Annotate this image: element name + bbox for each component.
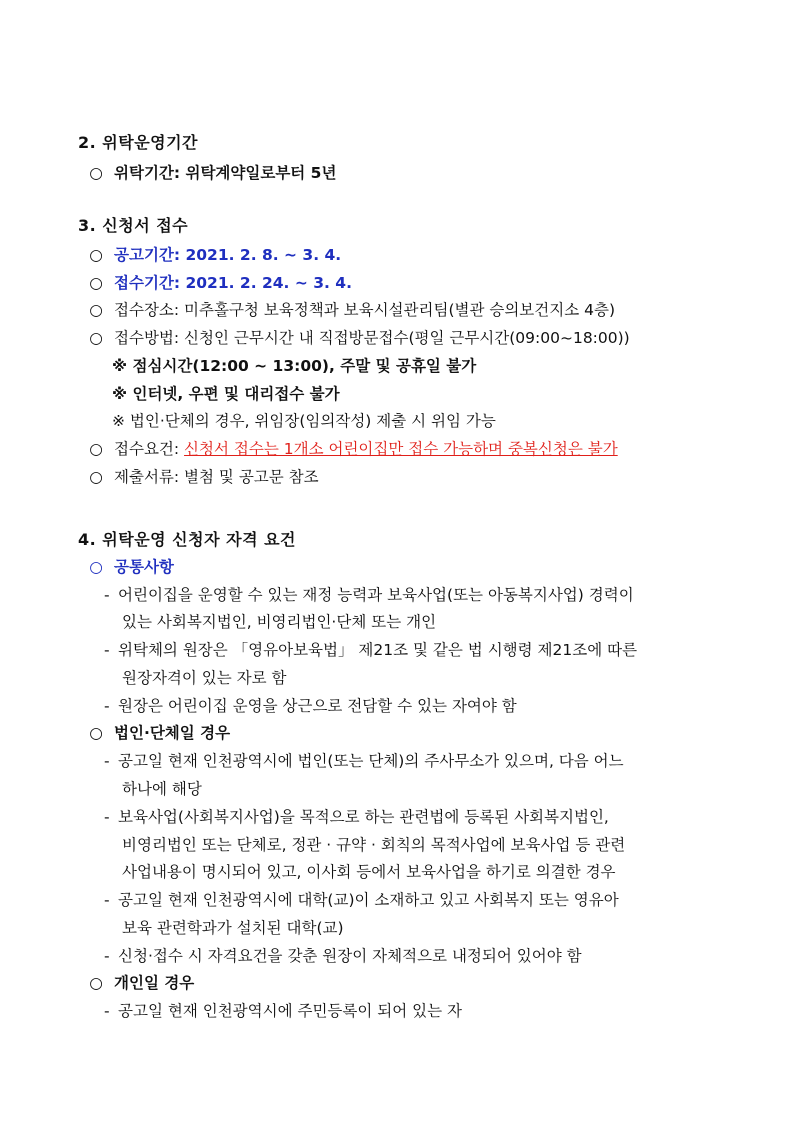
circle-bullet-icon: ○ [89, 274, 103, 292]
entrust-period: 위탁기간: 위탁계약일로부터 5년 [114, 164, 337, 182]
dash-bullet: - [104, 891, 110, 909]
circle-bullet-icon: ○ [89, 558, 103, 576]
indiv-1: 공고일 현재 인천광역시에 주민등록이 되어 있는 자 [118, 1002, 462, 1020]
common-item-3 [104, 696, 517, 716]
receipt-period-item [88, 273, 352, 293]
receipt-place-item [88, 300, 615, 320]
dash-bullet: - [104, 586, 110, 604]
common-2b: 원장자격이 있는 자로 함 [122, 669, 287, 687]
corp-3b: 보육 관련학과가 설치된 대학(교) [122, 919, 344, 937]
circle-bullet-icon: ○ [89, 246, 103, 264]
corp-2a: 보육사업(사회복지사업)을 목적으로 하는 관련법에 등록된 사회복지법인, [118, 808, 609, 826]
common-item-1 [104, 585, 634, 605]
corp-1b: 하나에 해당 [122, 780, 202, 798]
common-1a: 어린이집을 운영할 수 있는 재정 능력과 보육사업(또는 아동복지사업) 경력이 [118, 586, 634, 604]
common-title: 공통사항 [114, 558, 174, 576]
common-title-item [88, 557, 174, 577]
notice-period-item [88, 245, 341, 265]
section-4-heading: 4. 위탁운영 신청자 자격 요건 [78, 530, 297, 549]
corp-item-3 [104, 890, 619, 910]
circle-bullet-icon: ○ [89, 974, 103, 992]
circle-bullet-icon: ○ [89, 440, 103, 458]
note-corp: ※ 법인·단체의 경우, 위임장(임의작성) 제출 시 위임 가능 [112, 412, 496, 430]
requirement-value: 신청서 접수는 1개소 어린이집만 접수 가능하며 중복신청은 불가 [184, 440, 618, 458]
corp-4: 신청·접수 시 자격요건을 갖춘 원장이 자체적으로 내정되어 있어야 함 [118, 947, 582, 965]
dash-bullet: - [104, 1002, 110, 1020]
note-lunch: ※ 점심시간(12:00 ~ 13:00), 주말 및 공휴일 불가 [112, 357, 477, 375]
receipt-place: 접수장소: 미추홀구청 보육정책과 보육시설관리팀(별관 승의보건지소 4층) [114, 301, 616, 319]
receipt-requirement-item [88, 439, 618, 459]
corp-2c: 사업내용이 명시되어 있고, 이사회 등에서 보육사업을 하기로 의결한 경우 [122, 863, 616, 881]
corp-title-item [88, 723, 230, 743]
note-no-proxy: ※ 인터넷, 우편 및 대리접수 불가 [112, 385, 340, 403]
corp-item-1 [104, 751, 624, 771]
common-2a: 위탁체의 원장은 「영유아보육법」 제21조 및 같은 법 시행령 제21조에 따른 [118, 641, 638, 659]
receipt-method: 접수방법: 신청인 근무시간 내 직접방문접수(평일 근무시간(09:00~18:00)) [114, 329, 630, 347]
corp-2b: 비영리법인 또는 단체로, 정관 · 규약 · 회칙의 목적사업에 보육사업 등 관련 [122, 836, 626, 854]
receipt-method-item [88, 328, 630, 348]
circle-bullet-icon: ○ [89, 468, 103, 486]
dash-bullet: - [104, 697, 110, 715]
corp-title: 법인·단체일 경우 [114, 724, 231, 742]
section-2-heading: 2. 위탁운영기간 [78, 133, 199, 152]
corp-item-4 [104, 946, 582, 966]
indiv-title-item [88, 973, 194, 993]
dash-bullet: - [104, 752, 110, 770]
documents-item [88, 467, 319, 487]
common-item-2 [104, 640, 637, 660]
notice-period: 공고기간: 2021. 2. 8. ~ 3. 4. [114, 246, 342, 264]
common-3: 원장은 어린이집 운영을 상근으로 전담할 수 있는 자여야 함 [118, 697, 517, 715]
section-3-heading: 3. 신청서 접수 [78, 216, 189, 235]
circle-bullet-icon: ○ [89, 164, 103, 182]
dash-bullet: - [104, 947, 110, 965]
dash-bullet: - [104, 641, 110, 659]
indiv-title: 개인일 경우 [114, 974, 195, 992]
corp-item-2 [104, 807, 609, 827]
receipt-period: 접수기간: 2021. 2. 24. ~ 3. 4. [114, 274, 352, 292]
common-1b: 있는 사회복지법인, 비영리법인·단체 또는 개인 [122, 613, 437, 631]
corp-3a: 공고일 현재 인천광역시에 대학(교)이 소재하고 있고 사회복지 또는 영유아 [118, 891, 619, 909]
corp-1a: 공고일 현재 인천광역시에 법인(또는 단체)의 주사무소가 있으며, 다음 어느 [118, 752, 624, 770]
dash-bullet: - [104, 808, 110, 826]
circle-bullet-icon: ○ [89, 329, 103, 347]
indiv-item-1 [104, 1001, 462, 1021]
requirement-label: 접수요건: [114, 440, 185, 458]
circle-bullet-icon: ○ [89, 724, 103, 742]
documents: 제출서류: 별첨 및 공고문 참조 [114, 468, 319, 486]
circle-bullet-icon: ○ [89, 301, 103, 319]
section-2-bullet [88, 163, 336, 183]
